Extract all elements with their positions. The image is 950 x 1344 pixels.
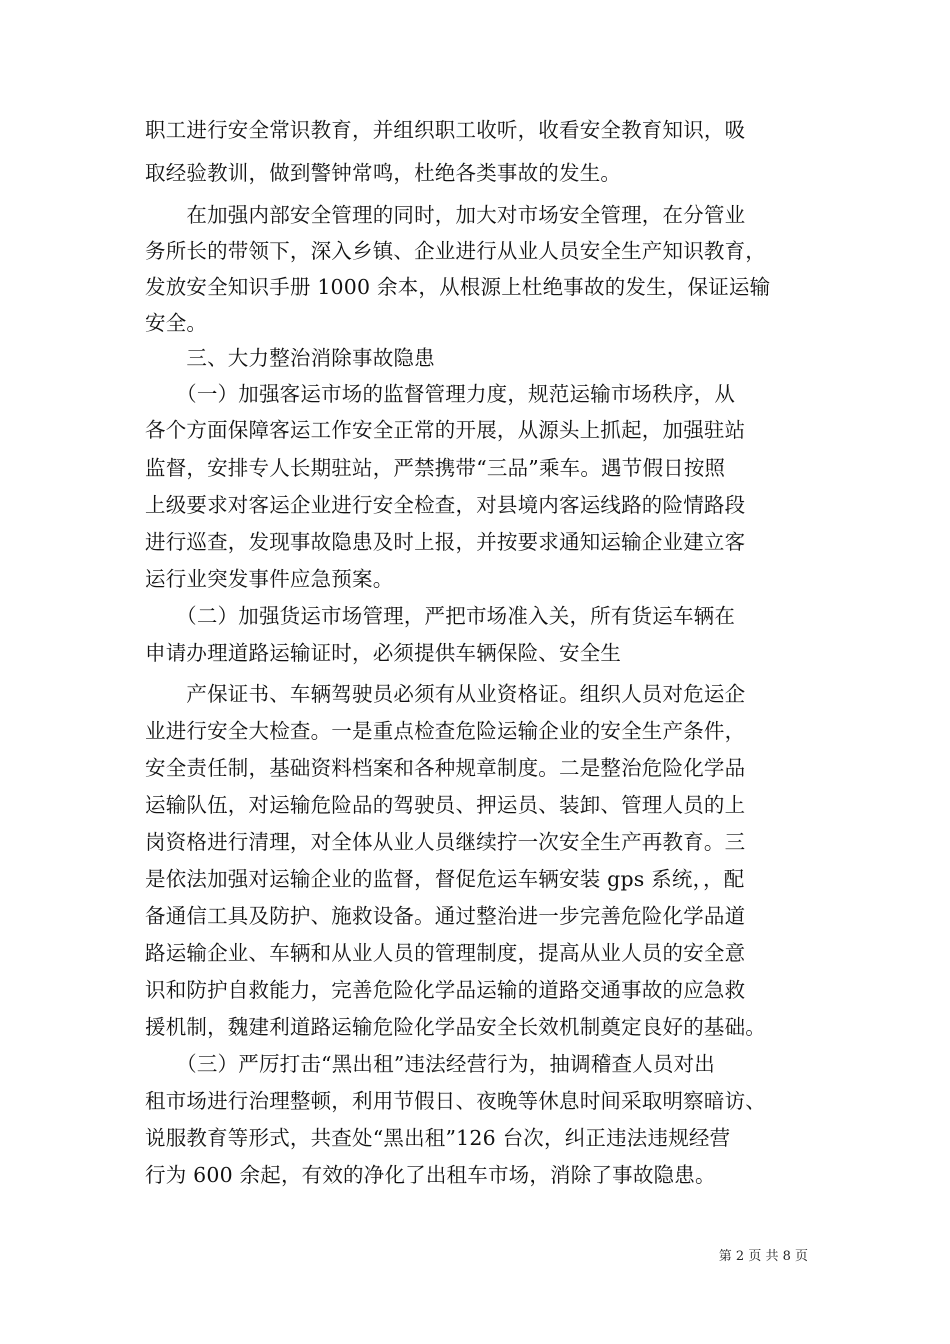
body-text-line: 各个方面保障客运工作安全正常的开展，从源头上抓起，加强驻站 xyxy=(145,418,746,442)
body-text-line: （三）严厉打击“黑出租”违法经营行为，抽调稽查人员对出 xyxy=(145,1052,716,1076)
body-text-line: 产保证书、车辆驾驶员必须有从业资格证。组织人员对危运企 xyxy=(145,682,746,706)
body-text-line: 备通信工具及防护、施救设备。通过整治进一步完善危险化学品道 xyxy=(145,904,746,928)
body-text-line: 上级要求对客运企业进行安全检查，对县境内客运线路的险情路段 xyxy=(145,493,746,517)
body-text-line: 运行业突发事件应急预案。 xyxy=(145,567,394,591)
body-text-line: 安全。 xyxy=(145,311,208,335)
body-text-line: 取经验教训，做到警钟常鸣，杜绝各类事故的发生。 xyxy=(145,161,622,185)
body-text-line: 申请办理道路运输证时，必须提供车辆保险、安全生 xyxy=(145,641,622,665)
body-text-line: 运输队伍，对运输危险品的驾驶员、押运员、装卸、管理人员的上 xyxy=(145,793,746,817)
body-text-line: 租市场进行治理整顿，利用节假日、夜晚等休息时间采取明察暗访、 xyxy=(145,1089,766,1113)
body-text-line: （一）加强客运市场的监督管理力度，规范运输市场秩序，从 xyxy=(145,382,736,406)
body-text-line: 务所长的带领下，深入乡镇、企业进行从业人员安全生产知识教育， xyxy=(145,239,766,263)
body-text-line: 岗资格进行清理，对全体从业人员继续拧一次安全生产再教育。三 xyxy=(145,830,746,854)
body-text-line: 进行巡查，发现事故隐患及时上报，并按要求通知运输企业建立客 xyxy=(145,530,746,554)
body-text-line: 识和防护自救能力，完善危险化学品运输的道路交通事故的应急救 xyxy=(145,978,746,1002)
body-text-line: 说服教育等形式，共查处“黑出租”126 台次，纠正违法违规经营 xyxy=(145,1126,731,1150)
body-text-line: 安全责任制，基础资料档案和各种规章制度。二是整治危险化学品 xyxy=(145,756,746,780)
body-text-line: 行为 600 余起，有效的净化了出租车市场，消除了事故隐患。 xyxy=(145,1163,716,1187)
body-text-line: （二）加强货运市场管理，严把市场准入关，所有货运车辆在 xyxy=(145,604,736,628)
body-text-line: 援机制，魏建利道路运输危险化学品安全长效机制奠定良好的基础。 xyxy=(145,1015,766,1039)
body-text-line: 是依法加强对运输企业的监督，督促危运车辆安装 gps 系统，，配 xyxy=(145,867,745,891)
page-number: 第 2 页 共 8 页 xyxy=(718,1249,808,1264)
body-text-line: 职工进行安全常识教育，并组织职工收听，收看安全教育知识，吸 xyxy=(145,118,746,142)
body-text-line: 路运输企业、车辆和从业人员的管理制度，提高从业人员的安全意 xyxy=(145,941,746,965)
section-heading: 三、大力整治消除事故隐患 xyxy=(145,346,435,370)
body-text-line: 在加强内部安全管理的同时，加大对市场安全管理，在分管业 xyxy=(145,203,746,227)
body-text-line: 监督，安排专人长期驻站，严禁携带“三品”乘车。遇节假日按照 xyxy=(145,456,726,480)
body-text-line: 业进行安全大检查。一是重点检查危险运输企业的安全生产条件， xyxy=(145,719,746,743)
body-text-line: 发放安全知识手册 1000 余本，从根源上杜绝事故的发生，保证运输 xyxy=(145,275,771,299)
